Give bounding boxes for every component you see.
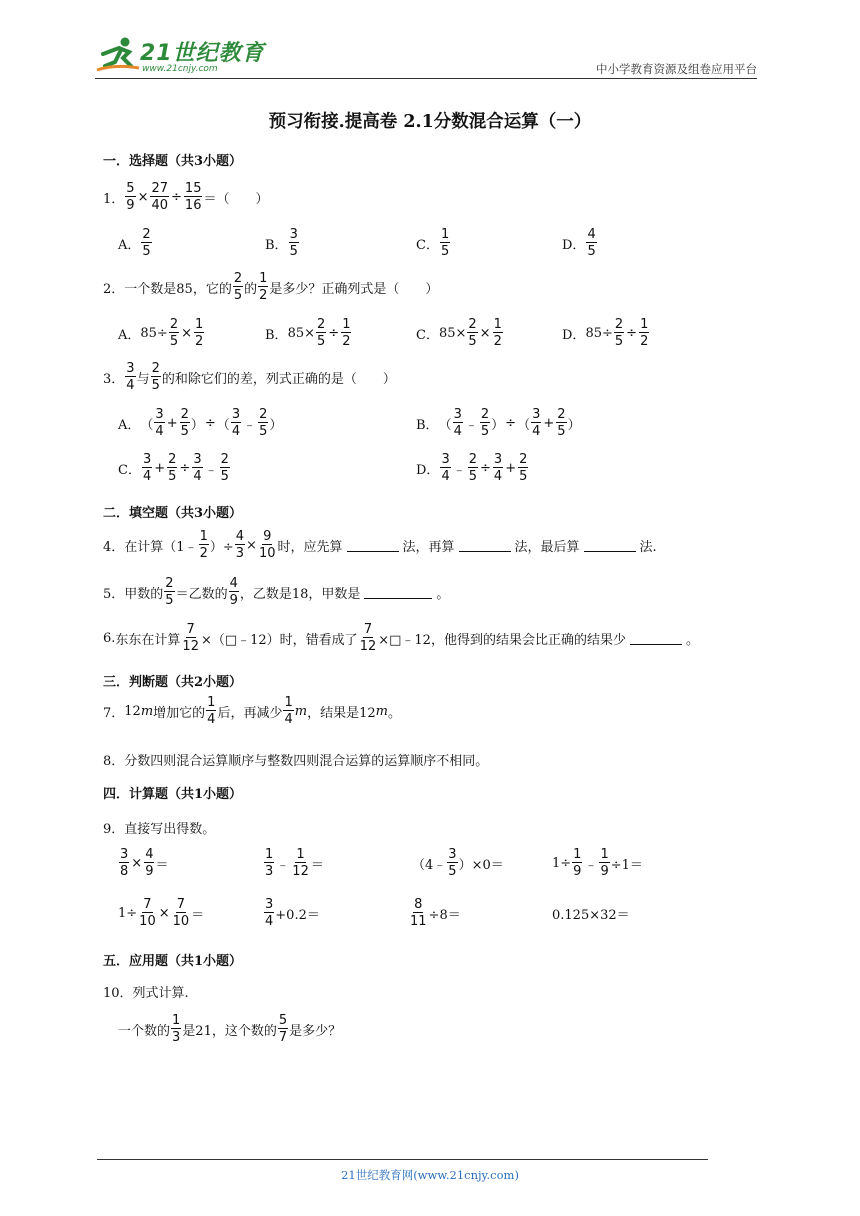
fraction: $\frac{5}{9}$ [126, 181, 135, 213]
q1-option-c[interactable]: C． $\frac{1}{5}$ [416, 227, 450, 259]
footer-link[interactable]: 21世纪教育网(www.21cnjy.com) [341, 1168, 519, 1182]
calc-item: 0.125×32＝ [552, 908, 630, 923]
q2-option-a[interactable]: A． 85÷ $\frac{2}{5}$ × $\frac{1}{2}$ [118, 317, 204, 349]
q3-option-c[interactable]: C． $\frac{3}{4}$ + $\frac{2}{5}$ ÷ $\frac{3}{4}$ ﹣ $\frac{2}{5}$ [118, 452, 229, 484]
section-choice: 一．选择题（共3小题） [103, 154, 243, 169]
logo-url: www.21cnjy.com [142, 64, 218, 74]
calc-item: $\frac{1}{3}$ ﹣ $\frac{1}{12}$ ＝ [265, 847, 324, 879]
logo-text: 21世纪教育 [140, 41, 265, 66]
section-calc: 四．计算题（共1小题） [103, 787, 243, 802]
section-judge: 三．判断题（共2小题） [103, 675, 243, 690]
fraction: $\frac{27}{40}$ [151, 181, 169, 213]
fraction: $\frac{15}{16}$ [184, 181, 202, 213]
q1-option-a[interactable]: A． $\frac{2}{5}$ [118, 227, 151, 259]
question-8: 8． 分数四则混合运算顺序与整数四则混合运算的运算顺序不相同。 [103, 754, 489, 769]
question-7: 7． 12 m 增加它的 $\frac{1}{4}$ 后，再减少 $\frac{1}{4}$ m ，结果是12 m 。 [103, 695, 401, 727]
answer-blank[interactable] [459, 539, 511, 552]
answer-blank[interactable] [347, 539, 399, 552]
logo-runner-icon [95, 36, 141, 76]
calc-item: $\frac{3}{4}$ +0.2＝ [265, 897, 320, 929]
q3-option-a[interactable]: A． （ $\frac{3}{4}$ + $\frac{2}{5}$ ） ÷ （ $\frac{3}{4}$ ﹣ $\frac{2}{5}$ ） [118, 407, 283, 439]
q1-option-d[interactable]: D． $\frac{4}{5}$ [562, 227, 596, 259]
header-platform-name: 中小学教育资源及组卷应用平台 [596, 62, 757, 76]
question-10: 10． 列式计算. [103, 986, 189, 1001]
section-application: 五．应用题（共1小题） [103, 954, 243, 969]
question-4: 4． 在计算（1﹣ $\frac{1}{2}$ ）÷ $\frac{4}{3}$ × $\frac{9}{10}$ 时，应先算 法，再算 法，最后算 法. [103, 529, 657, 561]
question-3: 3． $\frac{3}{4}$ 与 $\frac{2}{5}$ 的和除它们的差，列式正确的是（ ） [103, 361, 396, 393]
question-10-body: 一个数的 $\frac{1}{3}$ 是21，这个数的 $\frac{5}{7}$ 是多少？ [118, 1013, 342, 1045]
answer-blank[interactable] [364, 586, 432, 599]
q3-option-b[interactable]: B． （ $\frac{3}{4}$ ﹣ $\frac{2}{5}$ ） ÷ （ $\frac{3}{4}$ + $\frac{2}{5}$ ） [416, 407, 581, 439]
question-2: 2． 一个数是85，它的 $\frac{2}{5}$ 的 $\frac{1}{2}$ 是多少？正确列式是（ ） [103, 271, 439, 303]
q2-option-d[interactable]: D． 85÷ $\frac{2}{5}$ ÷ $\frac{1}{2}$ [562, 317, 649, 349]
answer-blank[interactable] [584, 539, 636, 552]
page-title: 预习衔接.提高卷 2.1分数混合运算（一） [268, 112, 592, 132]
footer-divider [97, 1159, 708, 1160]
calc-item: 1÷ $\frac{7}{10}$ × $\frac{7}{10}$ ＝ [118, 897, 205, 929]
question-9: 9． 直接写出得数。 [103, 822, 216, 837]
calc-item: $\frac{3}{8}$ × $\frac{4}{9}$ ＝ [120, 847, 169, 879]
section-fill-blank: 二．填空题（共3小题） [103, 506, 243, 521]
q3-option-d[interactable]: D． $\frac{3}{4}$ ﹣ $\frac{2}{5}$ ÷ $\frac{3}{4}$ + $\frac{2}{5}$ [416, 452, 528, 484]
question-1: 1． $\frac{5}{9}$ × $\frac{27}{40}$ ÷ $\frac{15}{16}$ ＝（ ） [103, 181, 269, 213]
question-6: 6. 东东在计算 $\frac{7}{12}$ ×（□﹣12）时，错看成了 $\frac{7}{12}$ ×□﹣12，他得到的结果会比正确的结果少 。 [103, 622, 699, 654]
q2-option-b[interactable]: B． 85× $\frac{2}{5}$ ÷ $\frac{1}{2}$ [265, 317, 351, 349]
q1-option-b[interactable]: B． $\frac{3}{5}$ [265, 227, 298, 259]
calc-item: $\frac{8}{11}$ ÷8＝ [410, 897, 461, 929]
q2-option-c[interactable]: C． 85× $\frac{2}{5}$ × $\frac{1}{2}$ [416, 317, 502, 349]
header-divider [95, 78, 757, 79]
answer-blank[interactable] [630, 632, 682, 645]
question-5: 5． 甲数的 $\frac{2}{5}$ ＝乙数的 $\frac{4}{9}$ ，乙数是18，甲数是 。 [103, 576, 450, 608]
calc-item: 1÷ $\frac{1}{9}$ ﹣ $\frac{1}{9}$ ÷1＝ [552, 847, 643, 879]
calc-item: （4﹣ $\frac{3}{5}$ ）×0＝ [412, 847, 504, 879]
